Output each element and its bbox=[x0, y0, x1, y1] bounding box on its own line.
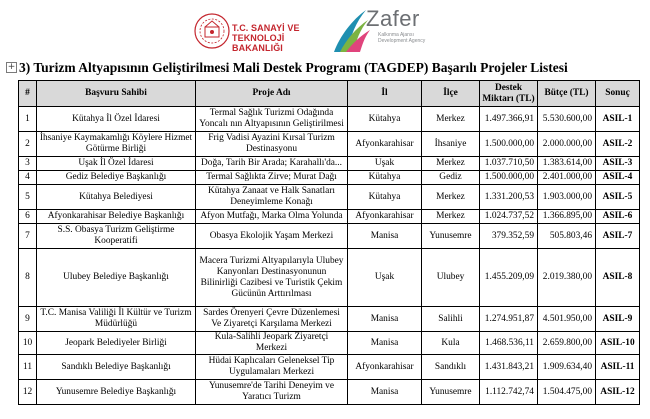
cell-district: Ulubey bbox=[422, 249, 480, 307]
table-header-row bbox=[19, 81, 640, 107]
cell-result: ASIL-10 bbox=[596, 332, 640, 355]
ministry-logo-line1: T.C. SANAYİ VE bbox=[232, 23, 300, 33]
table-move-handle-icon[interactable]: + bbox=[7, 62, 16, 72]
cell-applicant: Sandıklı Belediye Başkanlığı bbox=[37, 355, 196, 380]
cell-support: 1.500.000,00 bbox=[480, 171, 538, 185]
cell-applicant: Gediz Belediye Başkanlığı bbox=[37, 171, 196, 185]
cell-applicant: Afyonkarahisar Belediye Başkanlığı bbox=[37, 210, 196, 224]
table-row bbox=[19, 185, 640, 210]
cell-district: Merkez bbox=[422, 107, 480, 132]
cell-project: Macera Turizmi Altyapılarıyla Ulubey Kanyonları Destinasyonunun Bilinirliği Cazibesi ve Turistik Çekim Gücünün Arttırılması bbox=[196, 249, 348, 307]
header-no: # bbox=[19, 81, 37, 107]
cell-budget: 2.019.380,00 bbox=[538, 249, 596, 307]
table-row bbox=[19, 157, 640, 171]
cell-city: Manisa bbox=[348, 307, 422, 332]
cell-budget: 2.000.000,00 bbox=[538, 132, 596, 157]
cell-result: ASIL-9 bbox=[596, 307, 640, 332]
cell-applicant: Ulubey Belediye Başkanlığı bbox=[37, 249, 196, 307]
cell-city: Afyonkarahisar bbox=[348, 355, 422, 380]
cell-district: Kula bbox=[422, 332, 480, 355]
ministry-emblem-icon bbox=[192, 11, 232, 51]
agency-swoosh-icon bbox=[330, 6, 370, 56]
table-row bbox=[19, 107, 640, 132]
cell-result: ASIL-6 bbox=[596, 210, 640, 224]
cell-no: 2 bbox=[19, 132, 37, 157]
header-city: İl bbox=[348, 81, 422, 107]
cell-support: 1.331.200,53 bbox=[480, 185, 538, 210]
cell-no: 10 bbox=[19, 332, 37, 355]
cell-budget: 1.909.634,40 bbox=[538, 355, 596, 380]
cell-project: Termal Sağlıkta Zirve; Murat Dağı bbox=[196, 171, 348, 185]
cell-district: Yunusemre bbox=[422, 380, 480, 405]
cell-city: Uşak bbox=[348, 157, 422, 171]
document-title: 3) Turizm Altyapısının Geliştirilmesi Mali Destek Programı (TAGDEP) Başarılı Projeler Listesi bbox=[19, 60, 568, 75]
header-project: Proje Adı bbox=[196, 81, 348, 107]
table-row bbox=[19, 249, 640, 307]
cell-support: 1.455.209,09 bbox=[480, 249, 538, 307]
cell-city: Uşak bbox=[348, 249, 422, 307]
cell-applicant: Yunusemre Belediye Başkanlığı bbox=[37, 380, 196, 405]
cell-applicant: Kütahya İl Özel İdaresi bbox=[37, 107, 196, 132]
table-row bbox=[19, 210, 640, 224]
cell-support: 1.431.843,21 bbox=[480, 355, 538, 380]
cell-result: ASIL-7 bbox=[596, 224, 640, 249]
cell-support: 1.500.000,00 bbox=[480, 132, 538, 157]
cell-city: Manisa bbox=[348, 332, 422, 355]
cell-city: Afyonkarahisar bbox=[348, 132, 422, 157]
cell-district: Merkez bbox=[422, 185, 480, 210]
cell-result: ASIL-8 bbox=[596, 249, 640, 307]
cell-project: Hüdai Kaplıcaları Geleneksel Tip Uygulamaları Merkezi bbox=[196, 355, 348, 380]
cell-city: Kütahya bbox=[348, 107, 422, 132]
cell-project: Afyon Mutfağı, Marka Olma Yolunda bbox=[196, 210, 348, 224]
cell-budget: 1.383.614,00 bbox=[538, 157, 596, 171]
cell-support: 379.352,59 bbox=[480, 224, 538, 249]
cell-no: 11 bbox=[19, 355, 37, 380]
table-row bbox=[19, 171, 640, 185]
cell-no: 6 bbox=[19, 210, 37, 224]
cell-project: Doğa, Tarih Bir Arada; Karahallı'da... bbox=[196, 157, 348, 171]
table-row bbox=[19, 355, 640, 380]
cell-support: 1.274.951,87 bbox=[480, 307, 538, 332]
cell-project: Sardes Örenyeri Çevre Düzenlemesi Ve Ziyaretçi Karşılama Merkezi bbox=[196, 307, 348, 332]
ministry-logo bbox=[192, 11, 332, 51]
header-result: Sonuç bbox=[596, 81, 640, 107]
cell-budget: 2.401.000,00 bbox=[538, 171, 596, 185]
cell-result: ASIL-11 bbox=[596, 355, 640, 380]
projects-table bbox=[18, 80, 640, 405]
cell-project: Obasya Ekolojik Yaşam Merkezi bbox=[196, 224, 348, 249]
cell-result: ASIL-1 bbox=[596, 107, 640, 132]
cell-no: 8 bbox=[19, 249, 37, 307]
header-applicant: Başvuru Sahibi bbox=[37, 81, 196, 107]
cell-no: 3 bbox=[19, 157, 37, 171]
cell-no: 4 bbox=[19, 171, 37, 185]
table-row bbox=[19, 332, 640, 355]
cell-budget: 1.903.000,00 bbox=[538, 185, 596, 210]
cell-budget: 505.803,46 bbox=[538, 224, 596, 249]
cell-no: 9 bbox=[19, 307, 37, 332]
cell-budget: 1.366.895,00 bbox=[538, 210, 596, 224]
cell-no: 1 bbox=[19, 107, 37, 132]
cell-city: Kütahya bbox=[348, 171, 422, 185]
cell-district: Sandıklı bbox=[422, 355, 480, 380]
table-row bbox=[19, 380, 640, 405]
ministry-logo-line2: TEKNOLOJİ BAKANLIĞI bbox=[232, 33, 285, 53]
cell-support: 1.497.366,91 bbox=[480, 107, 538, 132]
cell-district: Merkez bbox=[422, 210, 480, 224]
cell-budget: 5.530.600,00 bbox=[538, 107, 596, 132]
cell-district: Merkez bbox=[422, 157, 480, 171]
cell-district: Yunusemre bbox=[422, 224, 480, 249]
cell-project: Kula-Salihli Jeopark Ziyaretçi Merkezi bbox=[196, 332, 348, 355]
cell-applicant: Jeopark Belediyeler Birliği bbox=[37, 332, 196, 355]
cell-city: Kütahya bbox=[348, 185, 422, 210]
agency-logo-sub2: Development Agency bbox=[378, 38, 426, 44]
cell-applicant: Uşak İl Özel İdaresi bbox=[37, 157, 196, 171]
cell-district: Gediz bbox=[422, 171, 480, 185]
cell-support: 1.037.710,50 bbox=[480, 157, 538, 171]
cell-applicant: S.S. Obasya Turizm Geliştirme Kooperatifi bbox=[37, 224, 196, 249]
agency-logo-sub1: Kalkınma Ajansı bbox=[378, 32, 414, 38]
cell-budget: 4.501.950,00 bbox=[538, 307, 596, 332]
cell-district: Salihli bbox=[422, 307, 480, 332]
cell-result: ASIL-4 bbox=[596, 171, 640, 185]
cell-budget: 2.659.800,00 bbox=[538, 332, 596, 355]
header-logos bbox=[0, 0, 650, 58]
cell-budget: 1.504.475,00 bbox=[538, 380, 596, 405]
cell-applicant: İhsaniye Kaymakamlığı Köylere Hizmet Götürme Birliği bbox=[37, 132, 196, 157]
cell-project: Yunusemre'de Tarihi Deneyim ve Yaratıcı Turizm bbox=[196, 380, 348, 405]
cell-district: İhsaniye bbox=[422, 132, 480, 157]
cell-city: Afyonkarahisar bbox=[348, 210, 422, 224]
cell-result: ASIL-2 bbox=[596, 132, 640, 157]
cell-project: Kütahya Zanaat ve Halk Sanatları Deneyimleme Konağı bbox=[196, 185, 348, 210]
agency-logo bbox=[330, 6, 450, 56]
cell-applicant: Kütahya Belediyesi bbox=[37, 185, 196, 210]
cell-support: 1.468.536,11 bbox=[480, 332, 538, 355]
cell-support: 1.024.737,52 bbox=[480, 210, 538, 224]
table-row bbox=[19, 132, 640, 157]
header-budget: Bütçe (TL) bbox=[538, 81, 596, 107]
cell-result: ASIL-12 bbox=[596, 380, 640, 405]
cell-result: ASIL-5 bbox=[596, 185, 640, 210]
cell-no: 12 bbox=[19, 380, 37, 405]
cell-project: Frig Vadisi Ayazini Kırsal Turizm Destinasyonu bbox=[196, 132, 348, 157]
cell-result: ASIL-3 bbox=[596, 157, 640, 171]
cell-applicant: T.C. Manisa Valiliği İl Kültür ve Turizm Müdürlüğü bbox=[37, 307, 196, 332]
cell-support: 1.112.742,74 bbox=[480, 380, 538, 405]
table-row bbox=[19, 307, 640, 332]
cell-city: Manisa bbox=[348, 224, 422, 249]
cell-no: 5 bbox=[19, 185, 37, 210]
cell-no: 7 bbox=[19, 224, 37, 249]
agency-logo-name: Zafer bbox=[366, 6, 420, 31]
header-district: İlçe bbox=[422, 81, 480, 107]
header-support: Destek Miktarı (TL) bbox=[480, 81, 538, 107]
table-row bbox=[19, 224, 640, 249]
cell-city: Manisa bbox=[348, 380, 422, 405]
cell-project: Termal Sağlık Turizmi Odağında Yoncalı nın Altyapısının Geliştirilmesi bbox=[196, 107, 348, 132]
